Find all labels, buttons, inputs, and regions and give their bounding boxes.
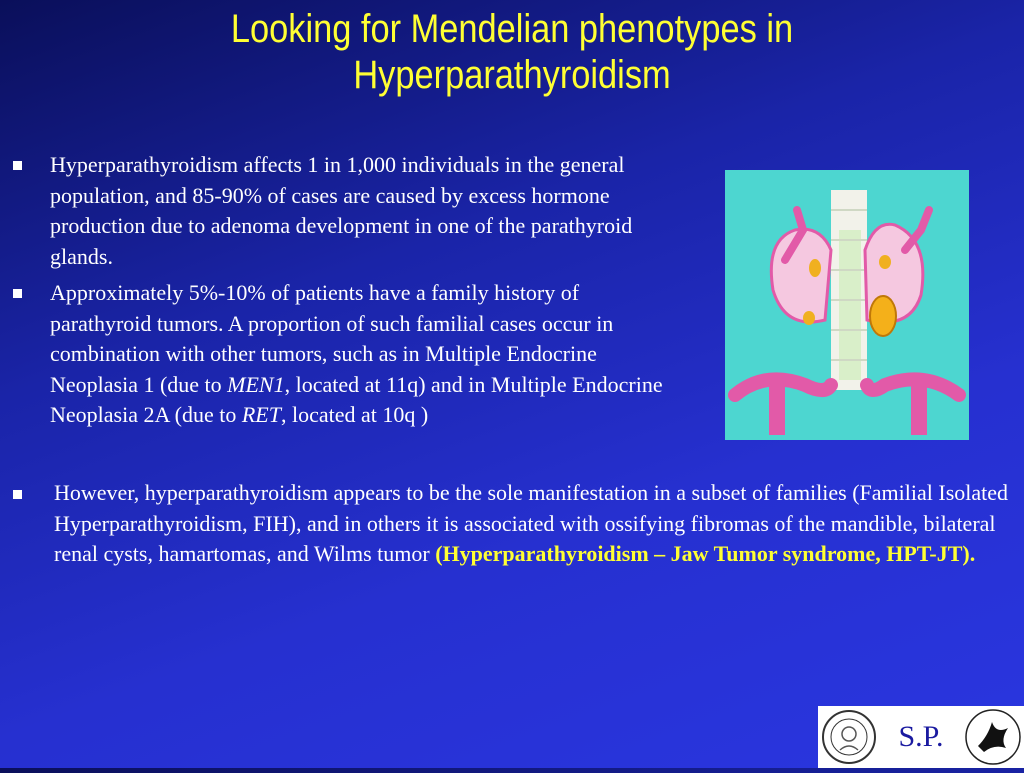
- bullet-text-fih: However, hyperparathyroidism appears to be the sole manifestation in a subset of families (Familial Isolated Hyperparathyroidism, FIH), and in others it is associated with ossifying fibromas of the mandible, bilateral renal cysts, hamartomas, and Wilms tumor: [54, 480, 1009, 566]
- slide-title-line1: Looking for Mendelian phenotypes in: [230, 7, 794, 51]
- bullet-item-familial: [50, 278, 680, 431]
- gene-ret: RET: [241, 402, 281, 427]
- bullet-text-familial-a: Approximately 5%-10% of patients have a family history of parathyroid tumors. A proportion of such familial cases occur in combination with other tumors, such as in Multiple Endocrine Neoplasia 1 (due to: [50, 280, 614, 397]
- parathyroid-gland-left-lower: [803, 311, 815, 325]
- vessel-right-trunk: [911, 385, 927, 435]
- hhs-drawing: [962, 706, 1024, 768]
- slide-title-line2: Hyperparathyroidism: [353, 53, 671, 97]
- hpt-jt-highlight: (Hyperparathyroidism – Jaw Tumor syndrome, HPT-JT).: [435, 541, 976, 566]
- square-bullet-icon: [13, 289, 22, 298]
- hhs-eagle-logo-icon: [962, 706, 1024, 768]
- thyroid-parathyroid-drawing: [725, 170, 969, 440]
- bullet-text-prevalence: Hyperparathyroidism affects 1 in 1,000 individuals in the general population, and 85-90% of cases are caused by excess hormone production due to adenoma development in one of the parathyroid glands.: [50, 152, 633, 269]
- trachea-inner-shape: [839, 230, 861, 380]
- vessel-left-trunk: [769, 385, 785, 435]
- presenter-initials: S.P.: [880, 706, 962, 768]
- parathyroid-adenoma: [870, 296, 896, 336]
- footer-logos: [818, 706, 1024, 768]
- bullet-item-prevalence: [50, 150, 680, 272]
- bullet-text-familial-b: , located at 11q) and in Multiple Endocrine Neoplasia 2A (due to: [50, 371, 663, 427]
- square-bullet-icon: [13, 490, 22, 499]
- parathyroid-gland-right-upper: [879, 255, 891, 269]
- bullet-item-fih: [54, 478, 1014, 570]
- gene-men1: MEN1: [227, 371, 285, 397]
- bullet-list-top: [50, 150, 680, 437]
- thyroid-parathyroid-illustration: [725, 170, 969, 440]
- bullet-list-bottom: [54, 478, 1014, 570]
- thyroid-left-lobe: [771, 229, 831, 322]
- slide-title: [72, 6, 953, 98]
- bullet-text-familial-c: , located at 10q ): [280, 402, 429, 427]
- parathyroid-gland-left-upper: [809, 259, 821, 277]
- seal-drawing: [818, 706, 880, 768]
- university-seal-icon: [818, 706, 880, 768]
- square-bullet-icon: [13, 161, 22, 170]
